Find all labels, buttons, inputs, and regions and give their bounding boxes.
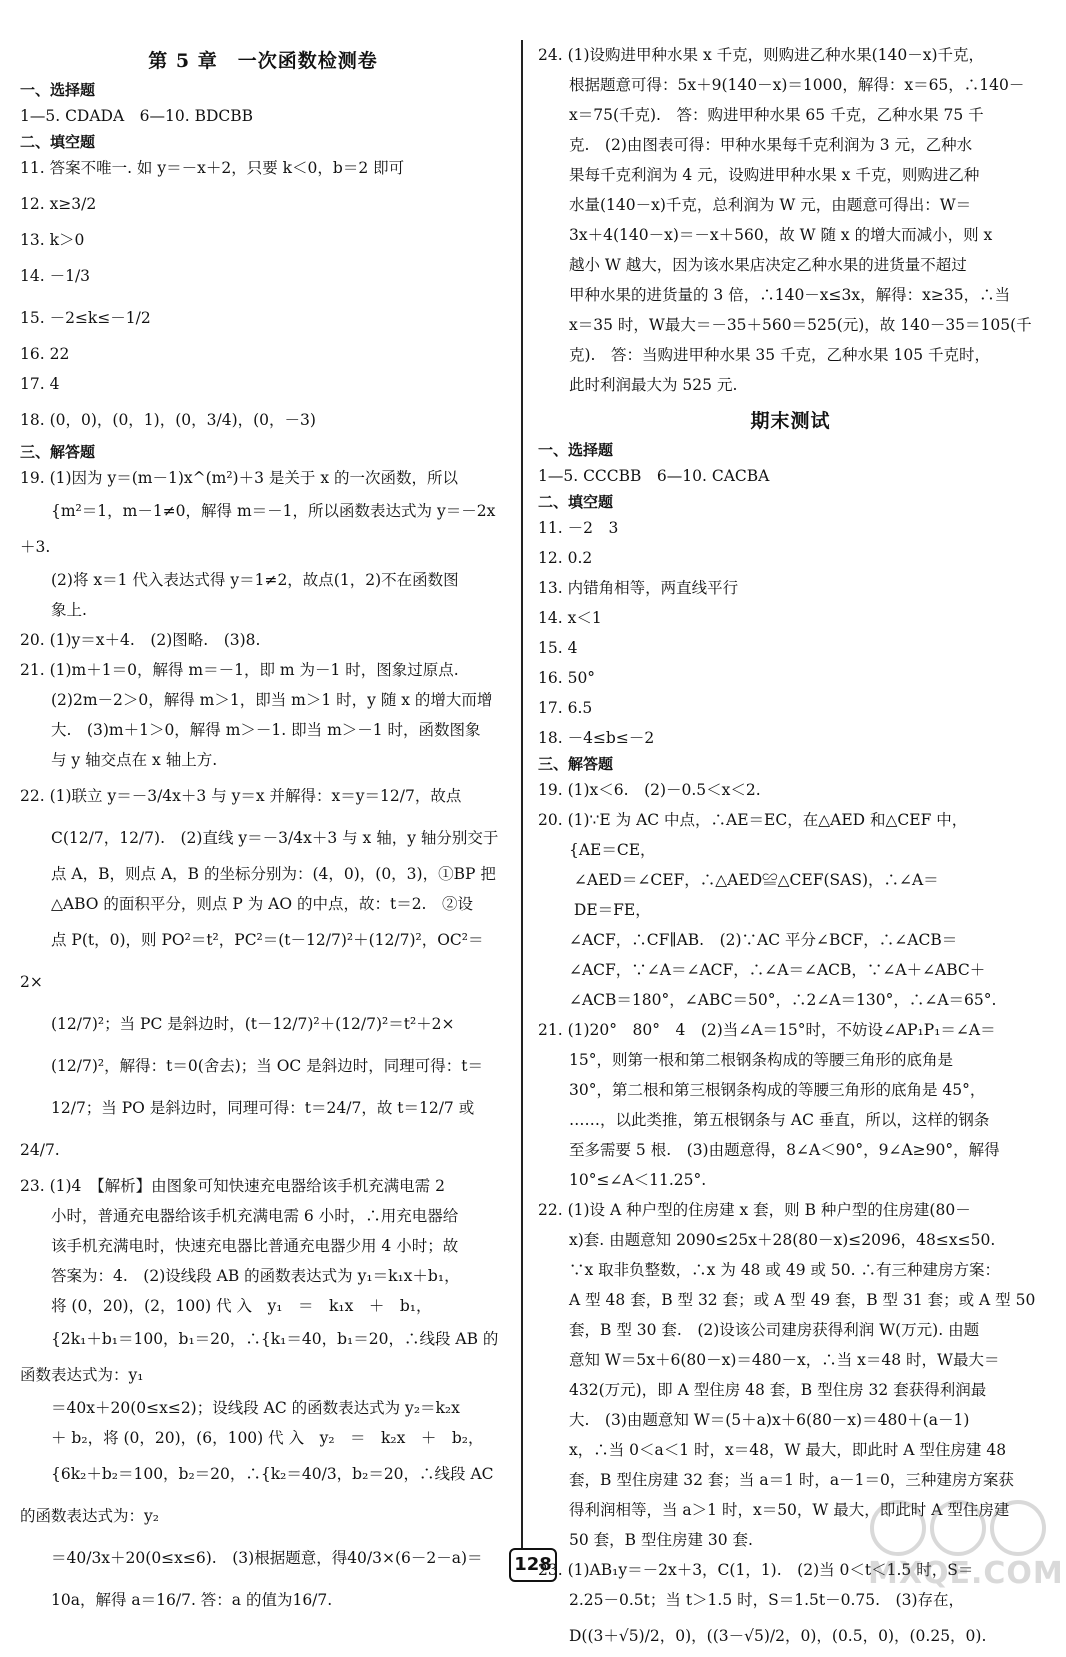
section-heading: 一、选择题 [538, 441, 614, 459]
answer-line: ∠ACB＝180°，∠ABC＝50°，∴2∠A＝130°，∴∠A＝65°. [538, 991, 997, 1009]
answer-line: (2)2m－2＞0，解得 m＞1，即当 m＞1 时，y 随 x 的增大而增 [20, 691, 493, 709]
answer-line: 14. x＜1 [538, 609, 602, 627]
answer-line: 点 A，B，则点 A，B 的坐标分别为：(4，0)，(0，3)，①BP 把 [20, 865, 496, 883]
answer-line: 13. k＞0 [20, 231, 85, 249]
answer-line: 17. 6.5 [538, 699, 593, 717]
answer-line: 12. 0.2 [538, 549, 593, 567]
answer-line: 23. (1)4 【解析】由图象可知快速充电器给该手机充满电需 2 [20, 1177, 445, 1195]
answer-line: 10°≤∠A＜11.25°. [538, 1171, 707, 1189]
answer-line: x)套. 由题意知 2090≤25x＋28(80－x)≤2096，48≤x≤50. [538, 1231, 996, 1249]
answer-line: 11. 答案不唯一. 如 y＝－x＋2，只要 k＜0，b＝2 即可 [20, 159, 405, 177]
answer-line: 克. (2)由图表可得：甲种水果每千克利润为 3 元，乙种水 [538, 136, 973, 154]
answer-line: 意知 W＝5x＋6(80－x)＝480－x，∴当 x＝48 时，W最大＝ [538, 1351, 1000, 1369]
answer-line: 该手机充满电时，快速充电器比普通充电器少用 4 小时；故 [20, 1237, 459, 1255]
answer-line: 此时利润最大为 525 元. [538, 376, 738, 394]
answer-line: {AE＝CE， [538, 841, 656, 859]
right-answers [538, 40, 1043, 1657]
answer-line: x＝75(千克). 答：购进甲种水果 65 千克，乙种水果 75 千 [538, 106, 984, 124]
answer-line: 15°，则第一根和第二根钢条构成的等腰三角形的底角是 [538, 1051, 953, 1069]
answer-line: 至多需要 5 根. (3)由题意得，8∠A＜90°，9∠A≥90°，解得 [538, 1141, 1000, 1159]
section-heading: 三、解答题 [20, 443, 96, 461]
answer-line: A 型 48 套，B 型 32 套；或 A 型 49 套，B 型 31 套；或 A 型 50 [538, 1291, 1036, 1309]
right-column [538, 40, 1043, 1657]
answer-line: ……，以此类推，第五根钢条与 AC 垂直，所以，这样的钢条 [538, 1111, 990, 1129]
page-number: 128 [509, 1548, 557, 1582]
answer-line: 果每千克利润为 4 元，设购进甲种水果 x 千克，则购进乙种 [538, 166, 980, 184]
section-heading: 一、选择题 [20, 81, 96, 99]
answer-line: 套，B 型住房建 32 套；当 a＝1 时，a－1＝0，三种建房方案获 [538, 1471, 1014, 1489]
answer-line: 23. (1)AB₁y＝－2x＋3，C(1，1). (2)当 0＜t＜1.5 时，S＝ [538, 1561, 974, 1579]
answer-line: x＝35 时，W最大＝－35＋560＝525(元)，故 140－35＝105(千 [538, 316, 1032, 334]
answer-line: ＝40x＋20(0≤x≤2)；设线段 AC 的函数表达式为 y₂＝k₂x [20, 1399, 460, 1417]
answer-line: △ABO 的面积平分，则点 P 为 AO 的中点，故：t＝2. ②设 [20, 895, 473, 913]
answer-line: 22. (1)设 A 种户型的住房建 x 套，则 B 种户型的住房建(80－ [538, 1201, 971, 1219]
answer-line: C(12/7，12/7). (2)直线 y＝－3/4x＋3 与 x 轴，y 轴分别交于 [20, 829, 499, 847]
answer-line: 答案为：4. (2)设线段 AB 的函数表达式为 y₁＝k₁x＋b₁， [20, 1267, 460, 1285]
answer-line: 水量(140－x)千克，总利润为 W 元，由题意可得出：W＝ [538, 196, 972, 214]
answer-line: 11. －2 3 [538, 519, 619, 537]
answer-line: 越小 W 越大，因为该水果店决定乙种水果的进货量不超过 [538, 256, 967, 274]
watermark-stamp-icon [868, 1498, 1048, 1558]
answer-line: ＝40/3x＋20(0≤x≤6). (3)根据题意，得40/3×(6－2－a)＝ [20, 1549, 483, 1567]
answer-line: 18. －4≤b≤－2 [538, 729, 655, 747]
answer-line: 点 P(t，0)，则 PO²＝t²，PC²＝(t－12/7)²＋(12/7)²，OC²＝2× [20, 931, 484, 991]
answer-line: 17. 4 [20, 375, 60, 393]
answer-line: 得利润相等，当 a＞1 时，x＝50，W 最大，即此时 A 型住房建 [538, 1501, 1010, 1519]
answer-line: (2)将 x＝1 代入表达式得 y＝1≠2，故点(1，2)不在函数图 [20, 571, 459, 589]
section-title: 期末测试 [750, 410, 831, 432]
answer-line: ∠AED＝∠CEF，∴△AED≌△CEF(SAS)，∴∠A＝ [538, 871, 939, 889]
watermark-logo [868, 1498, 1064, 1594]
answer-line: DE＝FE， [538, 901, 651, 919]
answer-line: 1—5. CCCBB 6—10. CACBA [538, 467, 770, 485]
answer-line: (12/7)²；当 PC 是斜边时，(t－12/7)²＋(12/7)²＝t²＋2× [20, 1015, 455, 1033]
answer-line: 19. (1)因为 y＝(m－1)x^(m²)＋3 是关于 x 的一次函数，所以 [20, 469, 458, 487]
answer-line: 15. －2≤k≤－1/2 [20, 309, 151, 327]
answer-line: 50 套，B 型住房建 30 套. [538, 1531, 753, 1549]
answer-line: 1—5. CDADA 6—10. BDCBB [20, 107, 254, 125]
answer-line: 3x＋4(140－x)＝－x＋560，故 W 随 x 的增大而减小，则 x [538, 226, 993, 244]
answer-line: 16. 50° [538, 669, 596, 687]
answer-line: (12/7)²，解得：t＝0(舍去)；当 OC 是斜边时，同理可得：t＝ [20, 1057, 483, 1075]
left-column [20, 40, 506, 1621]
answer-line: 21. (1)20° 80° 4 (2)当∠A＝15°时，不妨设∠AP₁P₁＝∠A＝ [538, 1021, 996, 1039]
answer-line: 12. x≥3/2 [20, 195, 97, 213]
answer-line: 克). 答：当购进甲种水果 35 千克，乙种水果 105 千克时， [538, 346, 990, 364]
answer-line: ∠ACF，∴CF∥AB. (2)∵AC 平分∠BCF，∴∠ACB＝ [538, 931, 958, 949]
answer-line: D((3＋√5)/2，0)，((3－√5)/2，0)，(0.5，0)，(0.25，0). [538, 1627, 987, 1645]
answer-line: {6k₂＋b₂＝100，b₂＝20，∴{k₂＝40/3，b₂＝20，∴线段 AC 的函数表达式为：y₂ [20, 1465, 499, 1525]
answer-line: 21. (1)m＋1＝0，解得 m＝－1，即 m 为－1 时，图象过原点. [20, 661, 459, 679]
answer-line: 将 (0，20)，(2，100) 代 入 y₁ ＝ k₁x ＋ b₁， [20, 1297, 432, 1315]
answer-line: 20. (1)y＝x＋4. (2)图略. (3)8. [20, 631, 261, 649]
answer-line: 与 y 轴交点在 x 轴上方. [20, 751, 218, 769]
answer-line: 20. (1)∵E 为 AC 中点，∴AE＝EC，在△AED 和△CEF 中， [538, 811, 968, 829]
chapter-title: 第 5 章 一次函数检测卷 [148, 50, 378, 72]
answer-line: 根据题意可得：5x＋9(140－x)＝1000，解得：x＝65，∴140－ [538, 76, 1025, 94]
answer-line: 象上. [20, 601, 87, 619]
answer-line: 甲种水果的进货量的 3 倍，∴140－x≤3x，解得：x≥35，∴当 [538, 286, 1011, 304]
column-divider [521, 40, 523, 1550]
answer-line: 16. 22 [20, 345, 70, 363]
answer-line: 432(万元)，即 A 型住房 48 套，B 型住房 32 套获得利润最 [538, 1381, 987, 1399]
answer-line: 30°，第二根和第三根钢条构成的等腰三角形的底角是 45°， [538, 1081, 986, 1099]
answer-line: 15. 4 [538, 639, 578, 657]
answer-line: 2.25－0.5t；当 t＞1.5 时，S＝1.5t－0.75. (3)存在， [538, 1591, 965, 1609]
answer-line: 14. －1/3 [20, 267, 91, 285]
section-heading: 二、填空题 [20, 133, 96, 151]
answer-line: 18. (0，0)，(0，1)，(0，3/4)，(0，－3) [20, 411, 316, 429]
left-answers [20, 79, 506, 1621]
answer-line: ∵x 取非负整数，∴x 为 48 或 49 或 50. ∴有三种建房方案： [538, 1261, 1000, 1279]
answer-line: 22. (1)联立 y＝－3/4x＋3 与 y＝x 并解得：x＝y＝12/7，故点 [20, 787, 462, 805]
answer-line: {2k₁＋b₁＝100，b₁＝20，∴{k₁＝40，b₁＝20，∴线段 AB 的函数表达式为：y₁ [20, 1330, 499, 1384]
answer-line: 套，B 型 30 套. (2)设该公司建房获得利润 W(万元). 由题 [538, 1321, 980, 1339]
answer-line: 13. 内错角相等，两直线平行 [538, 579, 739, 597]
answer-line: ∠ACF，∵∠A＝∠ACF，∴∠A＝∠ACB，∵∠A＋∠ABC＋ [538, 961, 986, 979]
section-heading: 二、填空题 [538, 493, 614, 511]
answer-line: 12/7；当 PO 是斜边时，同理可得：t＝24/7，故 t＝12/7 或24/7. [20, 1099, 475, 1159]
answer-line: 小时，普通充电器给该手机充满电需 6 小时，∴用充电器给 [20, 1207, 459, 1225]
answer-line: 10a，解得 a＝16/7. 答：a 的值为16/7. [20, 1591, 333, 1609]
answer-line: 大. (3)m＋1＞0，解得 m＞－1. 即当 m＞－1 时，函数图象 [20, 721, 481, 739]
answer-line: 大. (3)由题意知 W＝(5＋a)x＋6(80－x)＝480＋(a－1) [538, 1411, 970, 1429]
answer-line: ＋ b₂，将 (0，20)，(6，100) 代 入 y₂ ＝ k₂x ＋ b₂， [20, 1429, 484, 1447]
answer-line: 24. (1)设购进甲种水果 x 千克，则购进乙种水果(140－x)千克， [538, 46, 985, 64]
answer-line: 19. (1)x＜6. (2)－0.5＜x＜2. [538, 781, 761, 799]
answer-line: {m²＝1，m－1≠0，解得 m＝－1，所以函数表达式为 y＝－2x＋3. [20, 502, 496, 556]
watermark-text: MXQE.COM [868, 1556, 1064, 1591]
answer-line: x，∴当 0＜a＜1 时，x＝48，W 最大，即此时 A 型住房建 48 [538, 1441, 1007, 1459]
section-heading: 三、解答题 [538, 755, 614, 773]
